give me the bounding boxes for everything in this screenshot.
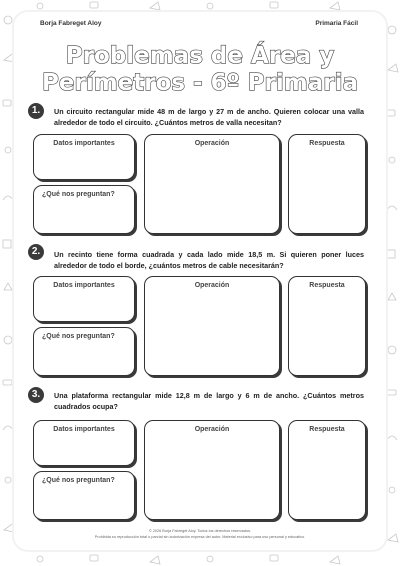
respuesta-box[interactable] — [288, 134, 366, 234]
worksheet-title-line1: Problemas de Área y — [65, 43, 335, 69]
problem-number: 3. — [28, 387, 44, 403]
problem-number: 1. — [28, 103, 44, 119]
operacion-box[interactable] — [144, 276, 280, 376]
datos-importantes-box[interactable] — [33, 134, 135, 180]
problem-number: 2. — [28, 244, 44, 260]
operacion-box[interactable] — [144, 420, 280, 520]
que-nos-preguntan-label: ¿Qué nos preguntan? — [42, 191, 115, 198]
author-name: Borja Fabreget Aloy — [40, 20, 102, 27]
que-nos-preguntan-label: ¿Qué nos preguntan? — [42, 477, 115, 484]
operacion-label: Operación — [194, 140, 230, 147]
copyright-line: © 2026 Borja Fabreget Aloy. Todos los derechos reservados. — [148, 529, 252, 533]
operacion-label: Operación — [194, 426, 230, 433]
respuesta-label: Respuesta — [309, 282, 345, 289]
que-nos-preguntan-box[interactable] — [33, 327, 135, 376]
problem-statement: Una plataforma rectangular mide 12,8 m de largo y 6 m de ancho. ¿Cuántos metros cuadrados ocupa? — [54, 391, 364, 411]
datos-importantes-label: Datos importantes — [53, 426, 115, 433]
respuesta-box[interactable] — [288, 276, 366, 376]
operacion-box[interactable] — [144, 134, 280, 234]
license-notice: Prohibida su reproducción total o parcial sin autorización expresa del autor. Material exclusivo para uso personal y educativo. — [94, 535, 306, 539]
problem-statement: Un recinto tiene forma cuadrada y cada lado mide 18,5 m. Si quieren poner luces alrededor de todo el borde, ¿cuántos metros de cable necesitarán? — [54, 250, 364, 270]
datos-importantes-label: Datos importantes — [53, 282, 115, 289]
respuesta-box[interactable] — [288, 420, 366, 520]
datos-importantes-label: Datos importantes — [53, 140, 115, 147]
problem-statement: Un circuito rectangular mide 48 m de largo y 27 m de ancho. Quieren colocar una valla alrededor de todo el circuito. ¿Cuántos metros de valla necesitan? — [54, 107, 364, 127]
datos-importantes-box[interactable] — [33, 420, 135, 466]
respuesta-label: Respuesta — [309, 426, 345, 433]
worksheet-title-line2: Perímetros - 6º Primaria — [42, 70, 358, 96]
site-name: Primaria Fácil — [315, 20, 358, 27]
respuesta-label: Respuesta — [309, 140, 345, 147]
operacion-label: Operación — [194, 282, 230, 289]
que-nos-preguntan-box[interactable] — [33, 471, 135, 520]
que-nos-preguntan-box[interactable] — [33, 185, 135, 234]
datos-importantes-box[interactable] — [33, 276, 135, 322]
que-nos-preguntan-label: ¿Qué nos preguntan? — [42, 333, 115, 340]
